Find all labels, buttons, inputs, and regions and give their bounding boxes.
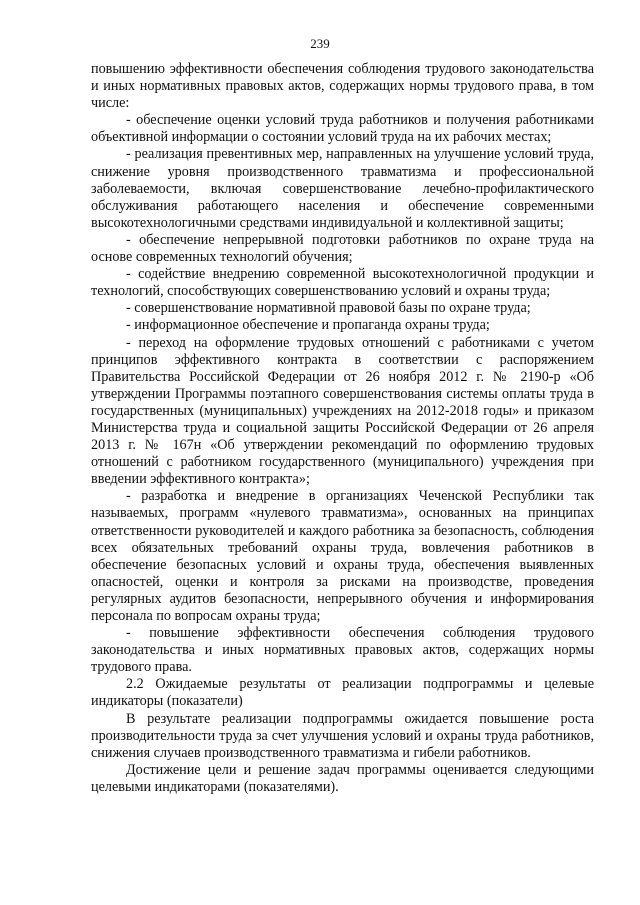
list-item-regulatory-base: - совершенствование нормативной правовой базы по охране труда; xyxy=(126,300,531,317)
list-item-effective-contract: - переход на оформление трудовых отношений с работниками с учетом принципов эффективного контракта в соответствии с распоряжением Правительства Российской Федерации от 26 ноября 2012 г. № 2190-р «Об утверждении Программы поэтапного совершенствования системы оплаты труда в государственных (муниципальных) учреждениях на 2012-2018 годы» и приказом Министерства труда и социальной защиты Российской Федерации от 26 апреля 2013 г. № 167н «Об утверждении рекомендаций по оформлению трудовых отношений с работником государственного (муниципального) учреждения при введении эффективного контракта»; xyxy=(91,334,594,488)
section-heading-expected-results: 2.2 Ожидаемые результаты от реализации подпрограммы и целевые индикаторы (показатели) xyxy=(91,676,594,710)
page-body xyxy=(91,61,594,796)
list-item-preventive-measures: - реализация превентивных мер, направленных на улучшение условий труда, снижение уровня производственного травматизма и профессиональной заболеваемости, включая совершенствование лечебно-профилактического обслуживания работающего населения и обеспечение современными высокотехнологичными средствами индивидуальной и коллективной защиты; xyxy=(91,146,594,231)
list-item-zero-injury-programs: - разработка и внедрение в организациях Чеченской Республики так называемых, программ «нулевого травматизма», основанных на принципах ответственности руководителей и каждого работника за безопасность, соблюдения всех обязательных требований охраны труда, вовлечения работников в обеспечение безопасных условий и охраны труда, обеспечения выявленных опасностей, оценки и контроля за рисками на производстве, проведения регулярных аудитов безопасности, непрерывного обучения и информирования персонала по вопросам охраны труда; xyxy=(91,488,594,624)
list-item-working-conditions-assessment: - обеспечение оценки условий труда работников и получения работниками объективной информации о состоянии условий труда на их рабочих местах; xyxy=(91,112,594,146)
expected-results-paragraph: В результате реализации подпрограммы ожидается повышение роста производительности труда за счет улучшения условий и охраны труда работников, снижения случаев производственного травматизма и гибели работников. xyxy=(91,710,594,761)
page-number: 239 xyxy=(310,36,330,51)
intro-paragraph: повышению эффективности обеспечения соблюдения трудового законодательства и иных нормативных правовых актов, содержащих нормы трудового права, в том числе: xyxy=(91,61,594,112)
indicators-intro-paragraph: Достижение цели и решение задач программы оценивается следующими целевыми индикаторами (показателями). xyxy=(91,761,594,795)
list-item-information-support: - информационное обеспечение и пропаганда охраны труда; xyxy=(126,317,490,334)
list-item-high-tech-products: - содействие внедрению современной высокотехнологичной продукции и технологий, способствующих совершенствованию условий и охраны труда; xyxy=(91,266,594,300)
list-item-labor-law-compliance: - повышение эффективности обеспечения соблюдения трудового законодательства и иных нормативных правовых актов, содержащих нормы трудового права. xyxy=(91,625,594,676)
list-item-continuous-training: - обеспечение непрерывной подготовки работников по охране труда на основе современных технологий обучения; xyxy=(91,231,594,266)
